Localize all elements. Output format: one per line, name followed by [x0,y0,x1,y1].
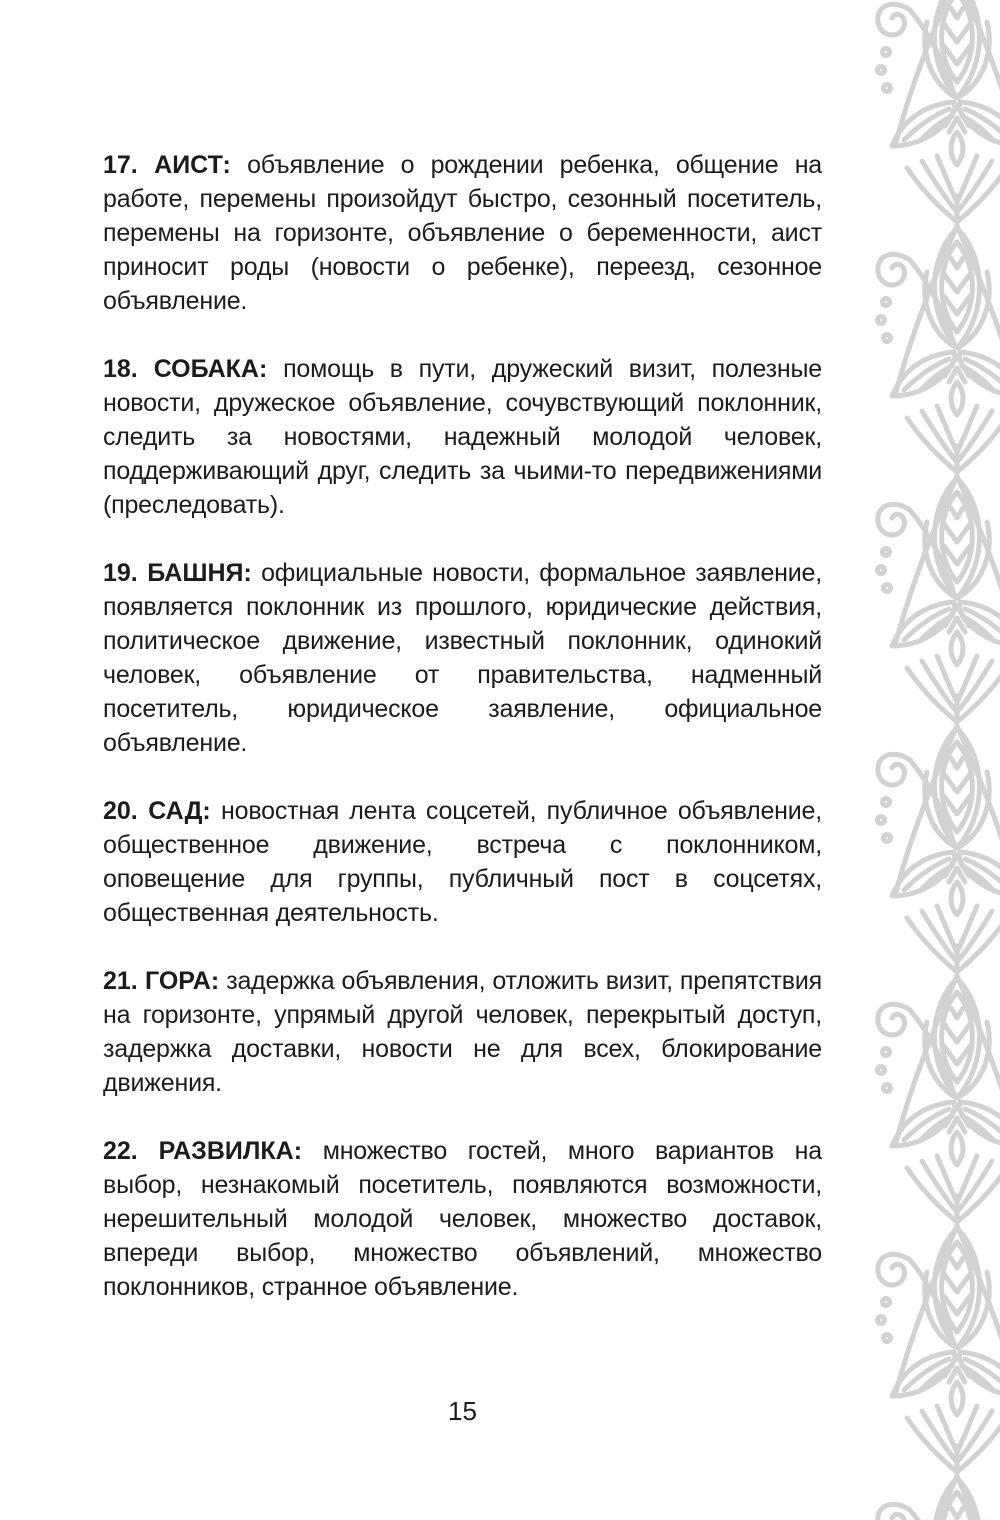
entry-label: 19. БАШНЯ: [103,559,252,587]
entry-17-stork [103,148,822,318]
entry-20-garden [103,794,822,930]
entry-21-mountain [103,964,822,1100]
definitions-list [103,148,822,1338]
entry-text: новостная лента соцсетей, публичное объявление, общественное движение, встреча с поклонником, оповещение для группы, публичный пост в соцсетях, общественная деятельность. [103,797,822,927]
entry-label: 20. САД: [103,797,211,825]
entry-text: задержка объявления, отложить визит, препятствия на горизонте, упрямый другой человек, перекрытый доступ, задержка доставки, новости не для всех, блокирование движения. [103,967,822,1097]
entry-text: помощь в пути, дружеский визит, полезные новости, дружеское объявление, сочувствующий поклонник, следить за новостями, надежный молодой человек, поддерживающий друг, следить за чьими-то передвижениями (преследовать). [103,355,822,519]
entry-text: множество гостей, много вариантов на выбор, незнакомый посетитель, появляются возможности, нерешительный молодой человек, множество доставок, впереди выбор, множество объявлений, множество поклонников, странное объявление. [103,1137,822,1301]
floral-border-ornament [852,0,1000,1520]
entry-18-dog [103,352,822,522]
ornament-strokes [878,0,1000,1520]
entry-22-crossroads [103,1134,822,1304]
entry-label: 22. РАЗВИЛКА: [103,1137,303,1165]
entry-label: 21. ГОРА: [103,967,220,995]
entry-label: 17. АИСТ: [103,151,231,179]
entry-text: официальные новости, формальное заявление, появляется поклонник из прошлого, юридические действия, политическое движение, известный поклонник, одинокий человек, объявление от правительства, надменный посетитель, юридическое заявление, официальное объявление. [103,559,822,757]
entry-text: объявление о рождении ребенка, общение на работе, перемены произойдут быстро, сезонный посетитель, перемены на горизонте, объявление о беременности, аист приносит роды (новости о ребенке), переезд, сезонное объявление. [103,151,823,315]
entry-label: 18. СОБАКА: [103,355,268,383]
page-number: 15 [448,1396,477,1426]
entry-19-tower [103,556,822,760]
